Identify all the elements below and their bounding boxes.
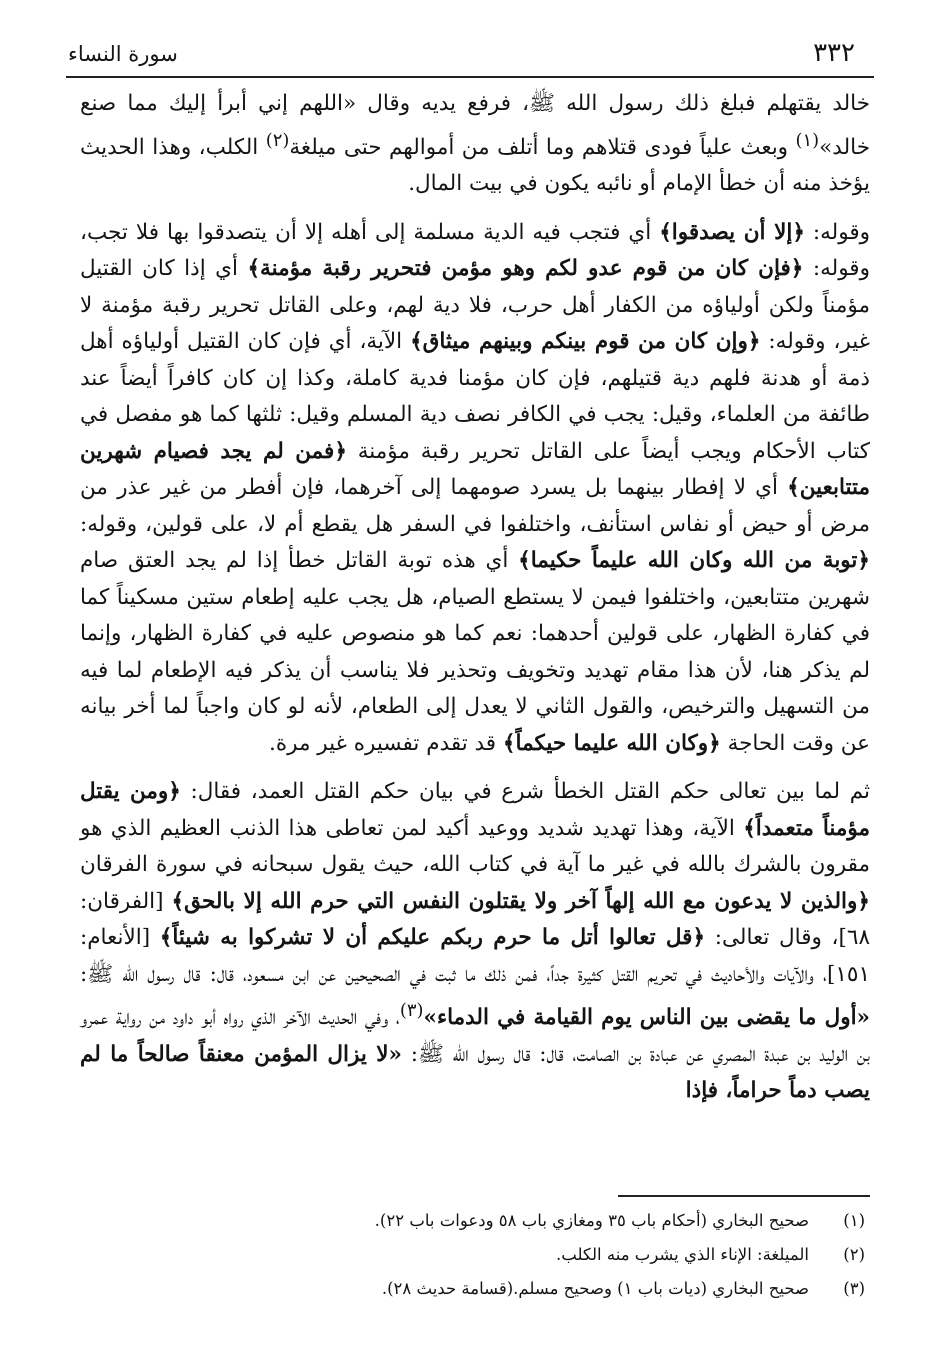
quran-verse: ﴿والذين لا يدعون مع الله إلهاً آخر ولا يقتلون النفس التي حرم الله إلا بالحق﴾ [171, 888, 870, 914]
footnote-number: (٢) [843, 1245, 865, 1264]
footnote-2 [80, 1238, 865, 1272]
footnotes [80, 1204, 865, 1306]
footnote-ref-3: (٣) [399, 1000, 424, 1022]
footnote-1 [80, 1204, 865, 1238]
paragraph-3: ثم لما بين تعالى حكم القتل الخطأ شرع في بيان حكم القتل العمد، فقال: ﴿ومن يقتل مؤمناً متعمداً﴾ الآية، وهذا تهديد شديد ووعيد أكيد لمن تعاطى هذا الذنب العظيم الذي هو مقرون بالشرك بالله في غير ما آية في كتاب الله، حيث يقول سبحانه في سورة الفرقان ﴿والذين لا يدعون مع الله إلهاً آخر ولا يقتلون النفس التي حرم الله إلا بالحق﴾ [الفرقان: ٦٨]، وقال تعالى: ﴿قل تعالوا أتل ما حرم ربكم عليكم أن لا تشركوا به شيئاً﴾ [الأنعام: ١٥١]، والآيات والأحاديث في تحريم القتل كثيرة جداً، فمن ذلك ما ثبت في الصحيحين عن ابن مسعود، قال: قال رسول الله ﷺ: «أول ما يقضى بين الناس يوم القيامة في الدماء»$^{(٣)}$، وفي الحديث الآخر الذي رواه أبو داود من رواية عمرو بن الوليد بن عبدة المصري عن عبادة بن الصامت، قال: قال رسول الله ﷺ: «لا يزال المؤمن معنقاً صالحاً ما لم يصب دماً حراماً، فإذا [80, 779, 870, 1104]
surah-name: سورة النساء [68, 42, 178, 66]
footnote-text: الميلغة: الإناء الذي يشرب منه الكلب. [556, 1245, 809, 1264]
footnote-ref-2: (٢) [265, 129, 290, 151]
quran-verse: ﴿وإن كان من قوم بينكم وبينهم ميثاق﴾ [410, 329, 761, 355]
footnote-ref-1: (١) [795, 129, 820, 151]
footnote-number: (١) [843, 1211, 865, 1230]
quran-verse: ﴿قل تعالوا أتل ما حرم ربكم عليكم أن لا تشركوا به شيئاً﴾ [159, 925, 706, 951]
quran-verse: ﴿فمن لم يجد فصيام شهرين متتابعين﴾ [80, 438, 870, 501]
footnote-divider [618, 1195, 870, 1197]
footnote-text: صحيح البخاري (أحكام باب ٣٥ ومغازي باب ٥٨ ودعوات باب ٢٢). [374, 1211, 809, 1230]
header-divider [66, 76, 874, 78]
hadith-quote: «أول ما يقضى بين الناس يوم القيامة في الدماء» [423, 1005, 870, 1031]
quran-verse: ﴿ومن يقتل مؤمناً متعمداً﴾ [80, 779, 870, 841]
main-text [80, 86, 870, 1110]
quran-verse: ﴿فإن كان من قوم عدو لكم وهو مؤمن فتحرير رقبة مؤمنة﴾ [247, 256, 804, 282]
paragraph-2: وقوله: ﴿إلا أن يصدقوا﴾ أي فتجب فيه الدية مسلمة إلى أهله إلا أن يتصدقوا بها فلا تجب، وقوله: ﴿فإن كان من قوم عدو لكم وهو مؤمن فتحرير رقبة مؤمنة﴾ أي إذا كان القتيل مؤمناً ولكن أولياؤه من الكفار أهل حرب، فلا دية لهم، وعلى القاتل تحرير رقبة مؤمنة لا غير، وقوله: ﴿وإن كان من قوم بينكم وبينهم ميثاق﴾ الآية، أي فإن كان القتيل أولياؤه أهل ذمة أو هدنة فلهم دية قتيلهم، فإن كان مؤمنا فدية كاملة، وكذا إن كان كافراً أيضاً عند طائفة من العلماء، وقيل: يجب في الكافر نصف دية المسلم وقيل: ثلثها كما هو مفصل في كتاب الأحكام ويجب أيضاً على القاتل تحرير رقبة مؤمنة ﴿فمن لم يجد فصيام شهرين متتابعين﴾ أي لا إفطار بينهما بل يسرد صومهما إلى آخرهما، فإن أفطر من غير عذر من مرض أو حيض أو نفاس استأنف، واختلفوا في السفر هل يقطع أم لا، على قولين، وقوله: ﴿توبة من الله وكان الله عليماً حكيما﴾ أي هذه توبة القاتل خطأ إذا لم يجد العتق صام شهرين متتابعين، واختلفوا فيمن لا يستطع الصيام، هل يجب عليه إطعام ستين مسكيناً كما في كفارة الظهار، على قولين أحدهما: نعم كما هو منصوص عليه في كفارة الظهار، وإنما لم يذكر هنا، لأن هذا مقام تهديد وتخويف وتحذير فلا يناسب أن يذكر فيه الإطعام لما فيه من التسهيل والترخيص، والقول الثاني لا يعدل إلى الطعام، لأنه لو كان واجباً لما أخر بيانه عن وقت الحاجة ﴿وكان الله عليما حيكماً﴾ قد تقدم تفسيره غير مرة. [80, 219, 871, 756]
footnote-3 [80, 1272, 865, 1306]
footnote-number: (٣) [843, 1279, 865, 1298]
quran-verse: ﴿توبة من الله وكان الله عليماً حكيما﴾ [518, 548, 871, 574]
hadith-quote: «لا يزال المؤمن معنقاً صالحاً ما لم يصب دماً حراماً، فإذا [80, 1041, 870, 1104]
page-header [68, 38, 855, 78]
quran-verse: ﴿إلا أن يصدقوا﴾ [659, 219, 805, 245]
footnote-text: صحيح البخاري (ديات باب ١) وصحيح مسلم.(قسامة حديث ٢٨). [381, 1279, 809, 1298]
quran-verse: ﴿وكان الله عليما حيكماً﴾ [502, 730, 721, 756]
page-number: ٣٣٢ [813, 38, 855, 68]
paragraph-1: خالد يقتهلم فبلغ ذلك رسول الله ﷺ، فرفع يديه وقال «اللهم إني أبرأ إليك مما صنع خالد»$^{(١)}$ وبعث علياً فودى قتلاهم وما أتلف من أموالهم حتى ميلغة$^{(٢)}$ الكلب، وهذا الحديث يؤخذ منه أن خطأ الإمام أو نائبه يكون في بيت المال. [80, 91, 870, 197]
